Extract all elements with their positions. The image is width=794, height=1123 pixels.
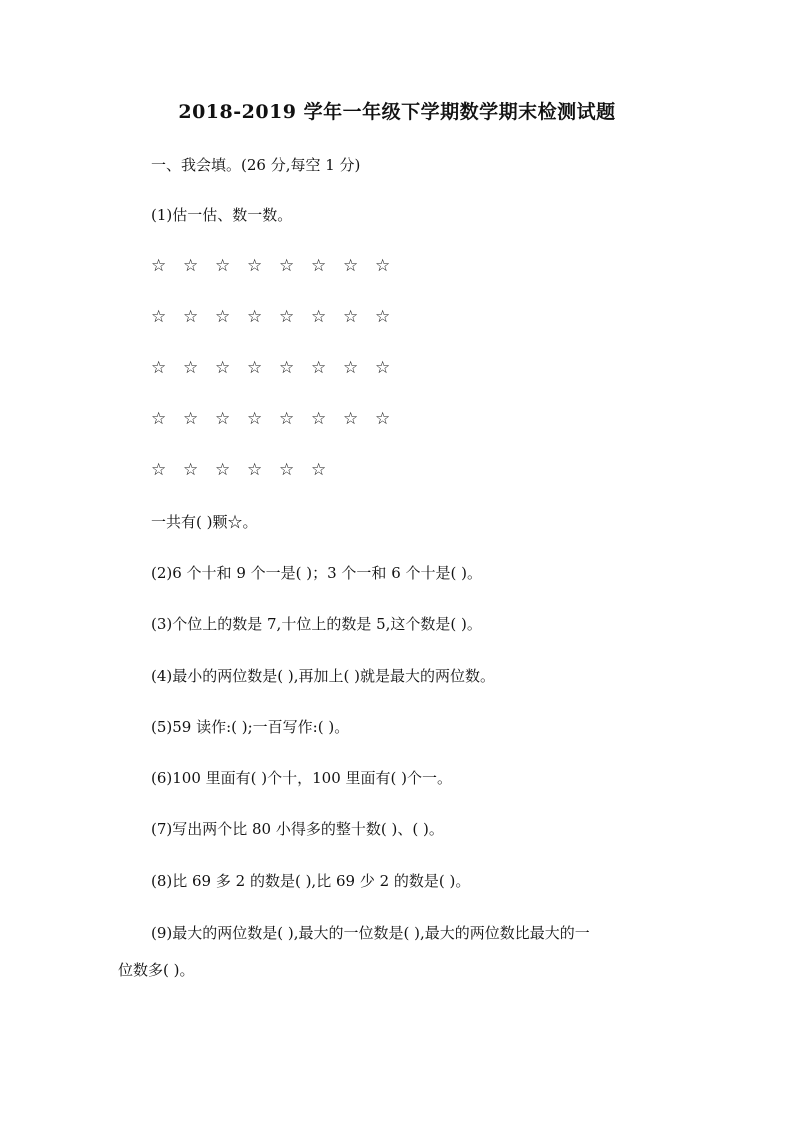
star-icon: ☆	[311, 307, 327, 327]
section-heading: 一、我会填。(26 分,每空 1 分)	[151, 156, 361, 174]
star-icon: ☆	[375, 409, 391, 429]
star-icon: ☆	[151, 460, 167, 480]
star-icon: ☆	[279, 358, 295, 378]
star-icon: ☆	[311, 256, 327, 276]
page-title: 2018-2019 学年一年级下学期数学期末检测试题	[178, 101, 616, 123]
star-icon: ☆	[183, 409, 199, 429]
question-8: (8)比 69 多 2 的数是( ),比 69 少 2 的数是( )。	[151, 872, 471, 890]
star-icon: ☆	[215, 256, 231, 276]
star-icon: ☆	[279, 307, 295, 327]
star-icon: ☆	[183, 307, 199, 327]
star-icon: ☆	[311, 409, 327, 429]
question-3: (3)个位上的数是 7,十位上的数是 5,这个数是( )。	[151, 615, 482, 633]
star-icon: ☆	[375, 358, 391, 378]
question-9-line-1: (9)最大的两位数是( ),最大的一位数是( ),最大的两位数比最大的一	[151, 924, 590, 942]
star-icon: ☆	[343, 256, 359, 276]
question-4: (4)最小的两位数是( ),再加上( )就是最大的两位数。	[151, 667, 495, 685]
question-1-answer: 一共有( )颗☆。	[151, 513, 258, 531]
star-icon: ☆	[247, 358, 263, 378]
star-icon: ☆	[311, 358, 327, 378]
star-icon: ☆	[311, 460, 327, 480]
star-icon: ☆	[247, 460, 263, 480]
star-icon: ☆	[151, 358, 167, 378]
star-icon: ☆	[375, 256, 391, 276]
question-7: (7)写出两个比 80 小得多的整十数( )、( )。	[151, 820, 444, 838]
question-5: (5)59 读作:( );一百写作:( )。	[151, 718, 350, 736]
star-row-3	[151, 358, 407, 378]
star-icon: ☆	[247, 409, 263, 429]
star-icon: ☆	[343, 307, 359, 327]
star-icon: ☆	[215, 358, 231, 378]
star-icon: ☆	[215, 409, 231, 429]
star-icon: ☆	[343, 409, 359, 429]
question-1-intro: (1)估一估、数一数。	[151, 206, 293, 224]
star-row-5	[151, 460, 343, 480]
star-icon: ☆	[279, 256, 295, 276]
star-icon: ☆	[183, 460, 199, 480]
star-row-1	[151, 256, 407, 276]
question-6: (6)100 里面有( )个十，100 里面有( )个一。	[151, 769, 452, 787]
star-icon: ☆	[151, 307, 167, 327]
star-icon: ☆	[343, 358, 359, 378]
star-row-2	[151, 307, 407, 327]
question-2: (2)6 个十和 9 个一是( )；3 个一和 6 个十是( )。	[151, 564, 482, 582]
star-icon: ☆	[151, 409, 167, 429]
star-icon: ☆	[183, 256, 199, 276]
question-9-line-2: 位数多( )。	[118, 961, 195, 979]
star-icon: ☆	[247, 256, 263, 276]
star-icon: ☆	[247, 307, 263, 327]
star-icon: ☆	[151, 256, 167, 276]
star-icon: ☆	[215, 460, 231, 480]
star-icon: ☆	[279, 460, 295, 480]
star-icon: ☆	[375, 307, 391, 327]
star-icon: ☆	[279, 409, 295, 429]
star-row-4	[151, 409, 407, 429]
star-icon: ☆	[215, 307, 231, 327]
star-icon: ☆	[183, 358, 199, 378]
